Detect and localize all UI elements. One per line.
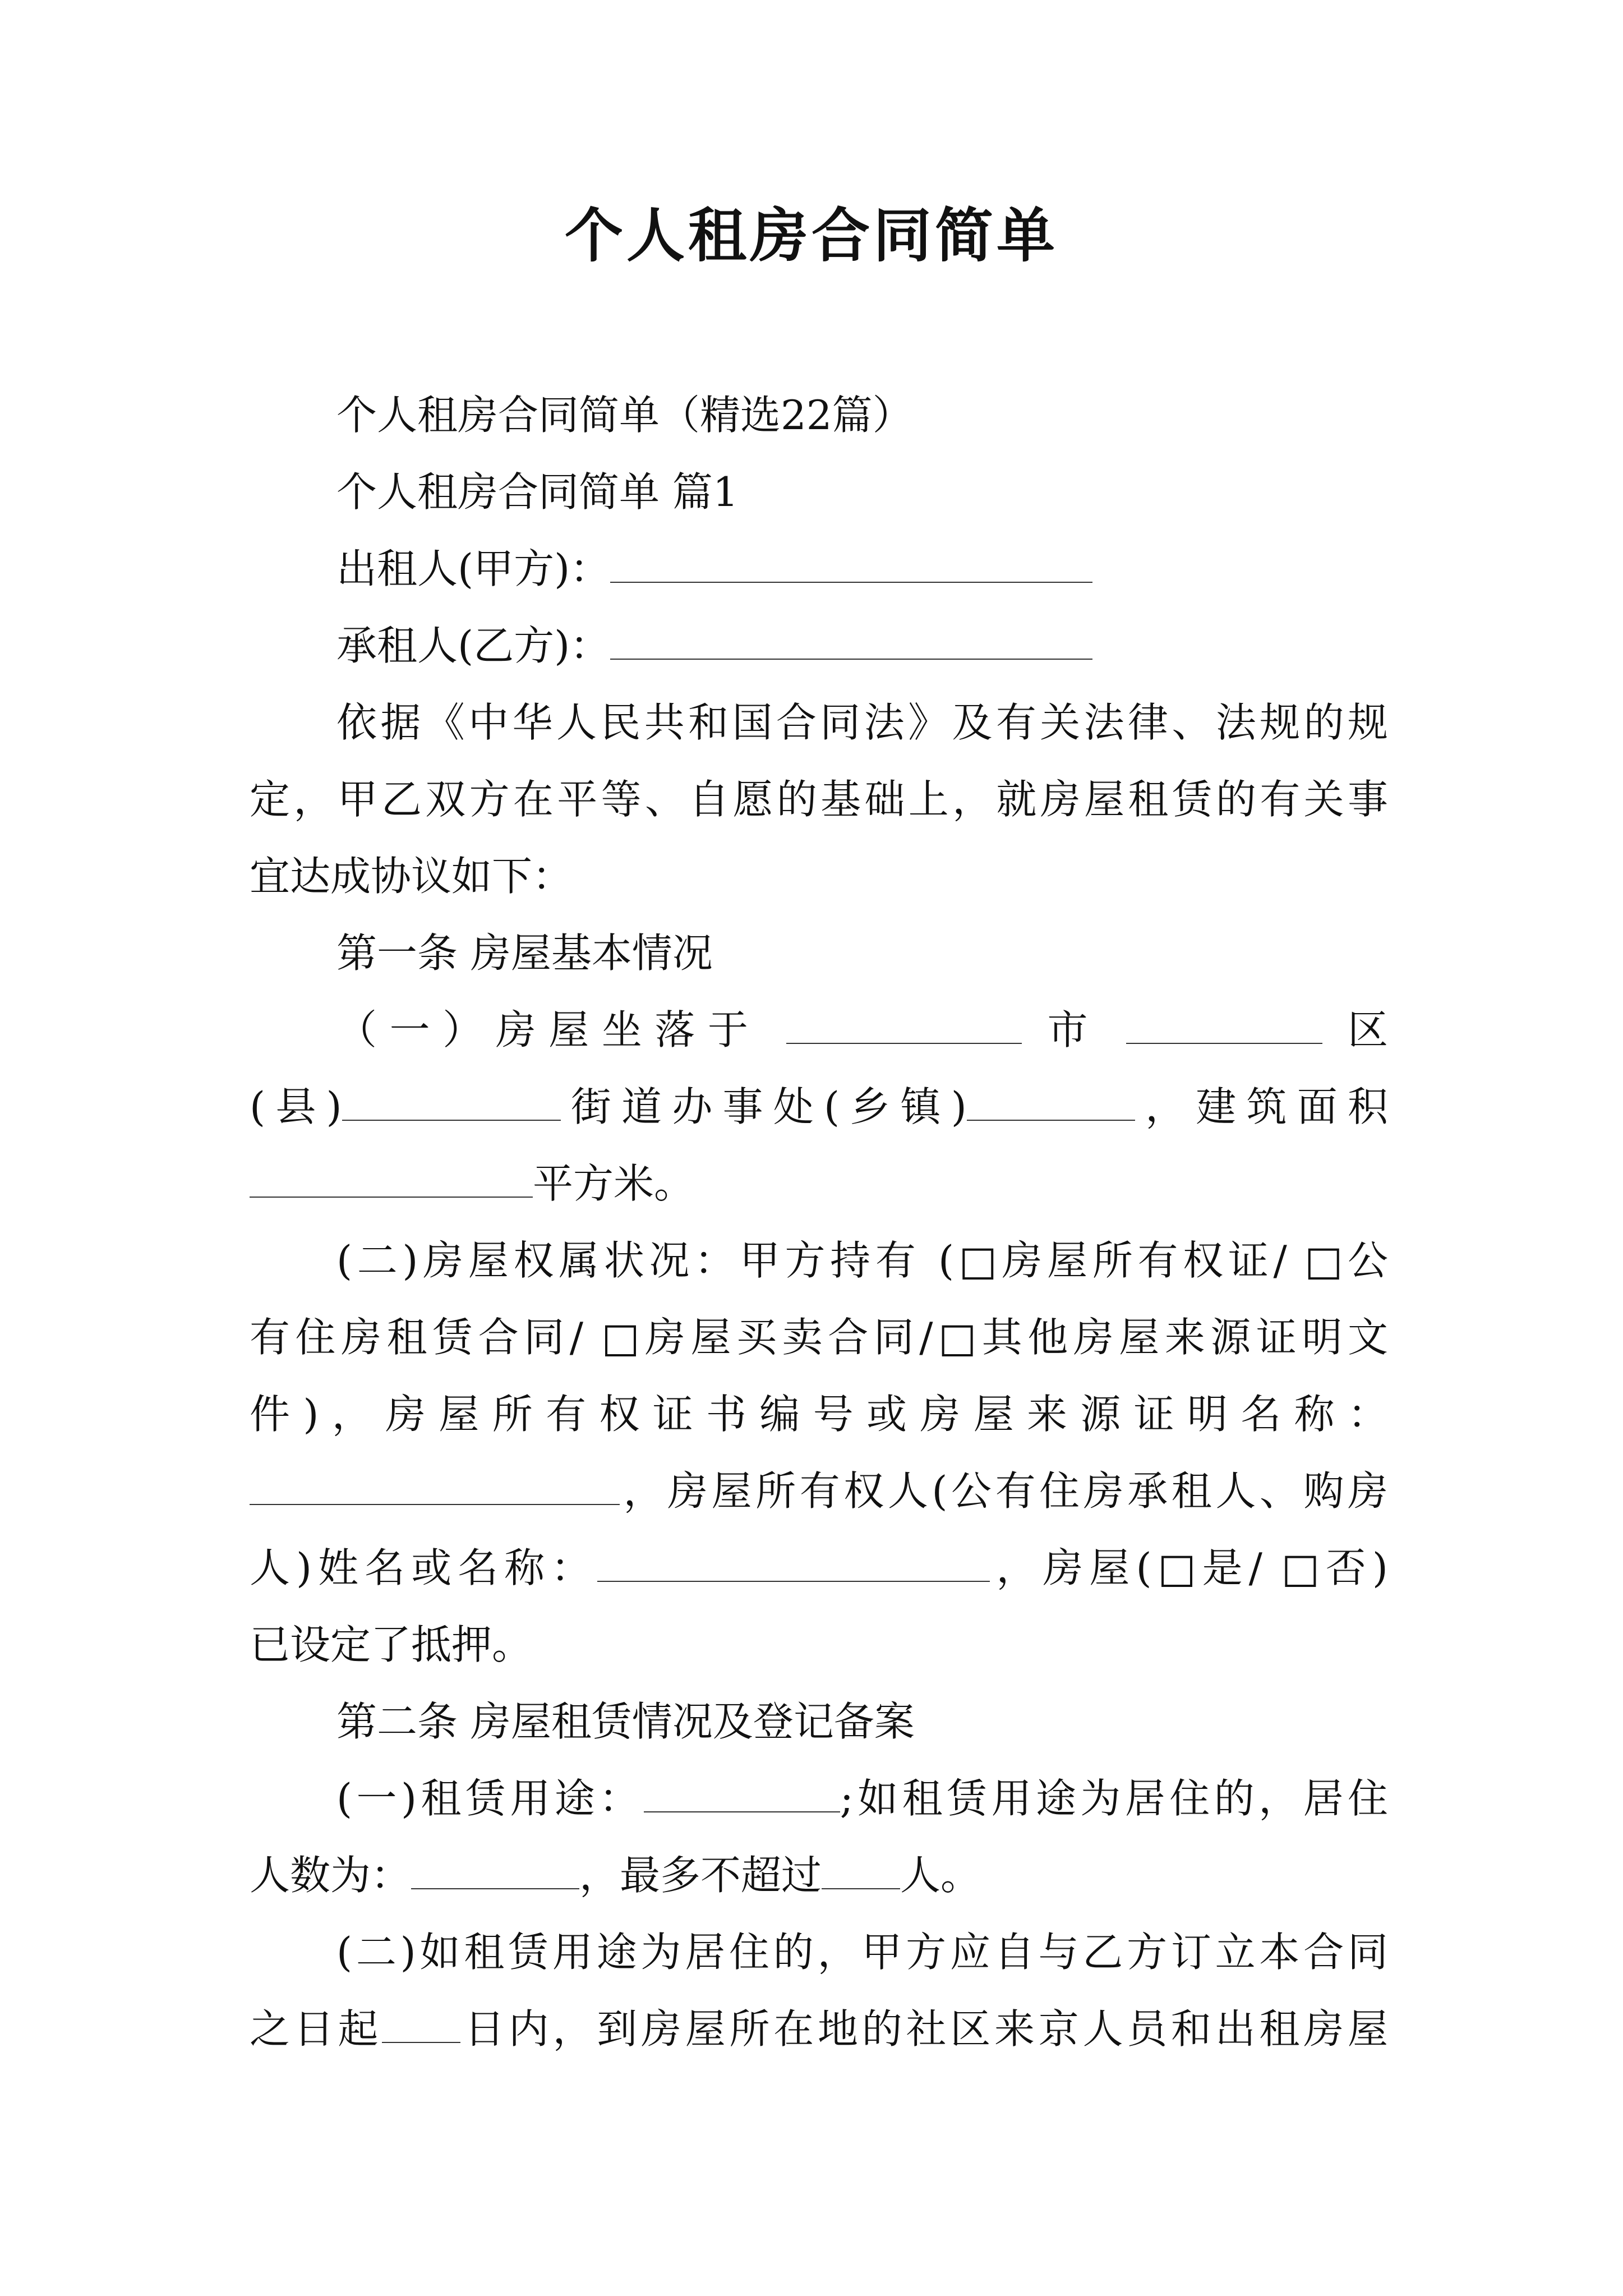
area-unit: 平方米。: [533, 1160, 695, 1207]
article1-item2-line3: 件)，房屋所有权证书编号或房屋来源证明名称：: [250, 1391, 1388, 1438]
max-label: ，最多不超过: [579, 1852, 822, 1899]
residence-label: ;如租赁用途为居住的，居住: [840, 1775, 1388, 1822]
location-label: （一）房屋坐落于: [336, 1006, 761, 1053]
intro-line-1: 依据《中华人民共和国合同法》及有关法律、法规的规: [336, 699, 1388, 746]
city-blank[interactable]: [786, 1010, 1022, 1044]
article2-item1-line2: [250, 1837, 1388, 1914]
person-unit: 人。: [900, 1852, 981, 1899]
mortgage-label: ，房屋(□是/ □否): [990, 1544, 1388, 1591]
party-a-line: [250, 531, 1388, 608]
article2-item1-line1: [250, 1760, 1388, 1837]
article1-heading: 第一条 房屋基本情况: [336, 930, 713, 977]
section-heading: 个人租房合同简单 篇1: [336, 468, 739, 516]
intro-line-3: 宜达成协议如下：: [250, 853, 573, 900]
party-b-line: [250, 608, 1388, 684]
occupants-label: 人数为：: [250, 1852, 412, 1899]
days-blank[interactable]: [382, 2009, 460, 2043]
street-blank[interactable]: [342, 1087, 561, 1121]
district-label: 区: [1348, 1006, 1388, 1053]
party-a-label: 出租人(甲方)：: [336, 545, 611, 592]
district-blank[interactable]: [1126, 1010, 1322, 1044]
owner-label: ，房屋所有权人(公有住房承租人、购房: [620, 1467, 1388, 1515]
city-label: 市: [1047, 1006, 1101, 1053]
county-label: (县): [250, 1083, 342, 1130]
article1-item2-line6: 已设定了抵押。: [250, 1621, 533, 1668]
area-label: ，建筑面积: [1135, 1083, 1388, 1130]
use-blank[interactable]: [644, 1779, 840, 1812]
article2-heading: 第二条 房屋租赁情况及登记备案: [336, 1698, 915, 1745]
party-a-blank[interactable]: [610, 549, 1092, 583]
article2-item2-line2: [250, 1991, 1388, 2068]
street-office-label: 街道办事处(乡镇): [560, 1083, 967, 1130]
subtitle: 个人租房合同简单（精选22篇）: [336, 392, 913, 439]
area-blank[interactable]: [250, 1164, 533, 1198]
certificate-number-blank[interactable]: [250, 1471, 620, 1505]
party-b-blank[interactable]: [610, 626, 1092, 660]
owner-name-blank[interactable]: [597, 1548, 990, 1582]
article2-item2-line1: (二)如租赁用途为居住的，甲方应自与乙方订立本合同: [336, 1929, 1388, 1976]
occupants-blank[interactable]: [411, 1856, 579, 1889]
document-title: 个人租房合同简单: [564, 201, 1058, 270]
owner-name-label: 人)姓名或名称：: [250, 1544, 598, 1591]
town-blank[interactable]: [967, 1087, 1135, 1121]
document-body: [250, 377, 1388, 2068]
party-b-label: 承租人(乙方)：: [336, 622, 611, 669]
article1-item1-line1: [250, 992, 1388, 1069]
max-occupants-blank[interactable]: [822, 1856, 900, 1889]
article1-item2-line1: (二)房屋权属状况：甲方持有 (□房屋所有权证/ □公: [336, 1237, 1388, 1284]
intro-line-2: 定，甲乙双方在平等、自愿的基础上，就房屋租赁的有关事: [250, 776, 1388, 823]
days-from-label: 之日起: [250, 2005, 382, 2053]
article1-item1-line2: [250, 1069, 1388, 1145]
article1-item2-line4: [250, 1453, 1388, 1530]
article1-item2-line2: 有住房租赁合同/ □房屋买卖合同/□其他房屋来源证明文: [250, 1314, 1388, 1361]
article1-item2-line5: [250, 1530, 1388, 1607]
registration-label: 日内，到房屋所在地的社区来京人员和出租房屋: [460, 2005, 1388, 2053]
article1-item1-line3: [250, 1145, 1388, 1222]
use-label: (一)租赁用途：: [336, 1775, 644, 1822]
